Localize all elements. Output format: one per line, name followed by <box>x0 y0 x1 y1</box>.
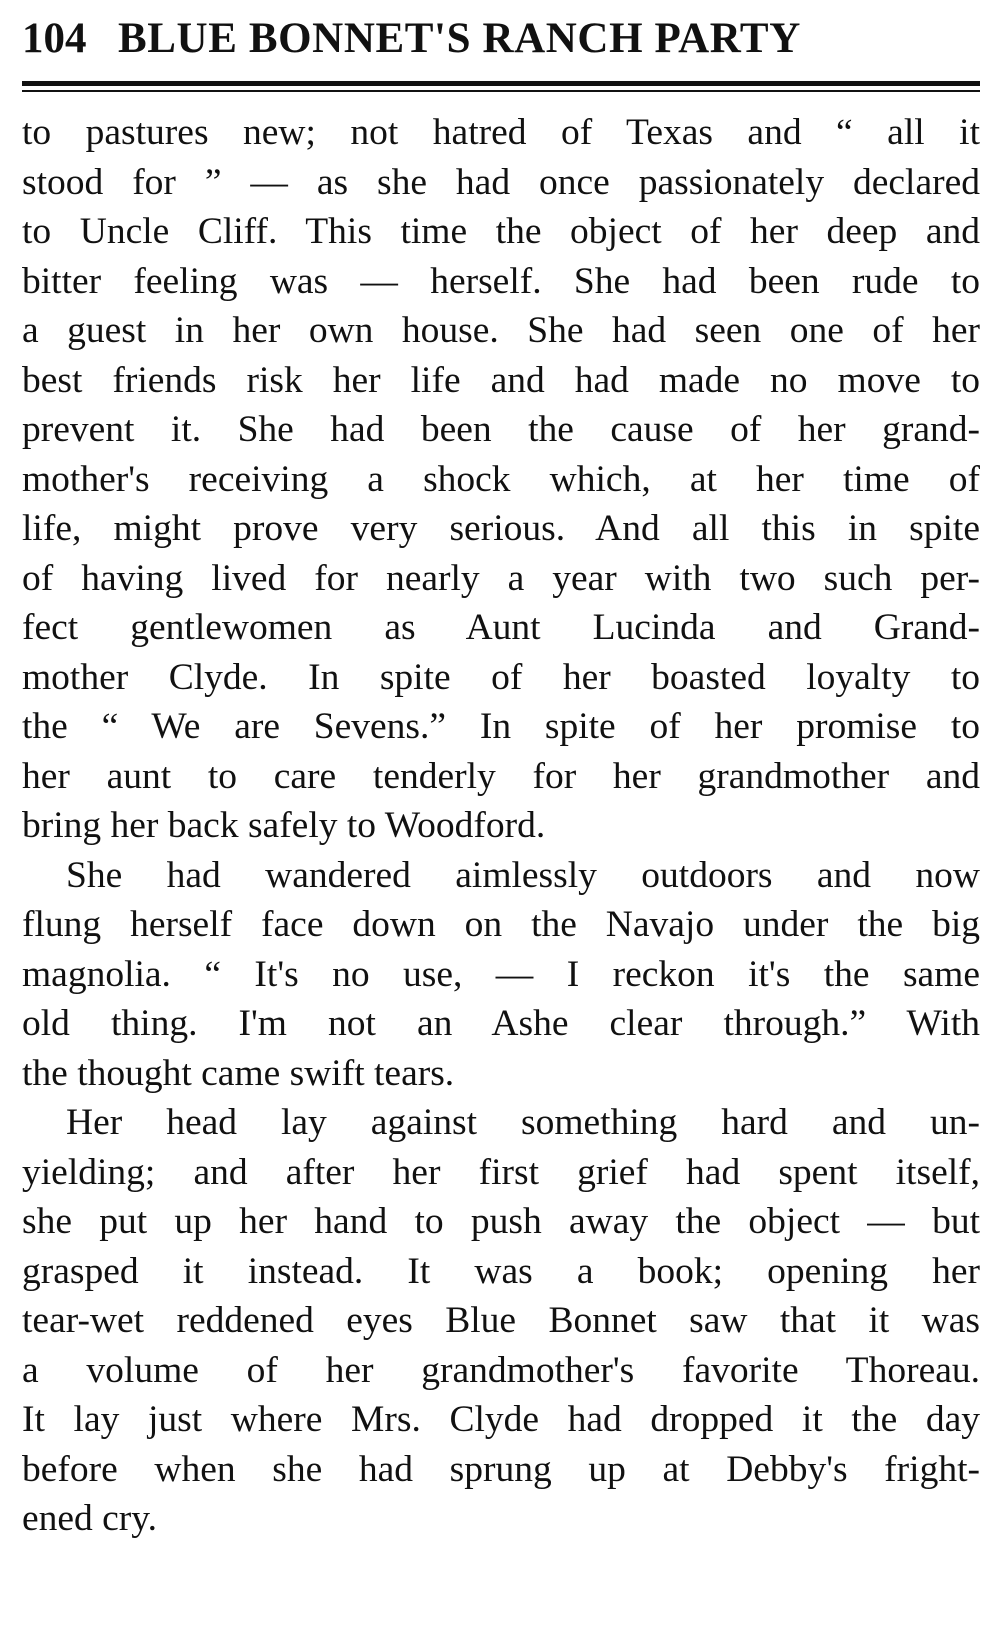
text-line: best friends risk her life and had made no move to <box>22 359 980 401</box>
body-text <box>22 108 980 1544</box>
running-title: BLUE BONNET'S RANCH PARTY <box>118 15 801 62</box>
page-number: 104 <box>22 15 87 62</box>
text-line: her aunt to care tenderly for her grandmother and <box>22 755 980 797</box>
text-line: to Uncle Cliff. This time the object of her deep and <box>22 211 980 252</box>
text-line: of having lived for nearly a year with two such per- <box>22 557 980 599</box>
header-rule-thin <box>22 90 980 92</box>
text-line: grasped it instead. It was a book; opening her <box>22 1250 980 1292</box>
text-line: magnolia. “ It's no use, — I reckon it's the same <box>22 953 980 995</box>
text-line: Her head lay against something hard and un- <box>66 1102 980 1143</box>
text-line: yielding; and after her first grief had spent itself, <box>22 1151 980 1193</box>
header-rule-thick <box>22 81 980 86</box>
text-line: before when she had sprung up at Debby's fright- <box>22 1448 980 1490</box>
text-line: mother Clyde. In spite of her boasted loyalty to <box>22 656 980 698</box>
running-head <box>22 8 982 78</box>
text-line: a guest in her own house. She had seen one of her <box>22 310 980 351</box>
text-line: prevent it. She had been the cause of her grand- <box>22 409 980 450</box>
text-line: fect gentlewomen as Aunt Lucinda and Grand- <box>22 607 980 648</box>
text-line: to pastures new; not hatred of Texas and “ all it <box>22 112 980 153</box>
text-line: She had wandered aimlessly outdoors and now <box>66 854 980 896</box>
text-line: old thing. I'm not an Ashe clear through.” With <box>22 1003 980 1044</box>
text-line: It lay just where Mrs. Clyde had dropped it the day <box>22 1399 980 1440</box>
text-line: bring her back safely to Woodford. <box>22 805 546 846</box>
text-line: ened cry. <box>22 1498 157 1539</box>
text-line: life, might prove very serious. And all this in spite <box>22 508 980 549</box>
text-line: stood for ” — as she had once passionately declared <box>22 161 980 203</box>
text-line: the thought came swift tears. <box>22 1052 455 1094</box>
text-line: flung herself face down on the Navajo under the big <box>22 904 980 945</box>
text-line: a volume of her grandmother's favorite Thoreau. <box>22 1349 980 1391</box>
text-line: the “ We are Sevens.” In spite of her promise to <box>22 706 980 747</box>
text-line: bitter feeling was — herself. She had been rude to <box>22 260 980 302</box>
text-line: she put up her hand to push away the object — but <box>22 1201 980 1242</box>
text-line: mother's receiving a shock which, at her time of <box>22 458 980 500</box>
text-line: tear-wet reddened eyes Blue Bonnet saw that it was <box>22 1300 980 1341</box>
